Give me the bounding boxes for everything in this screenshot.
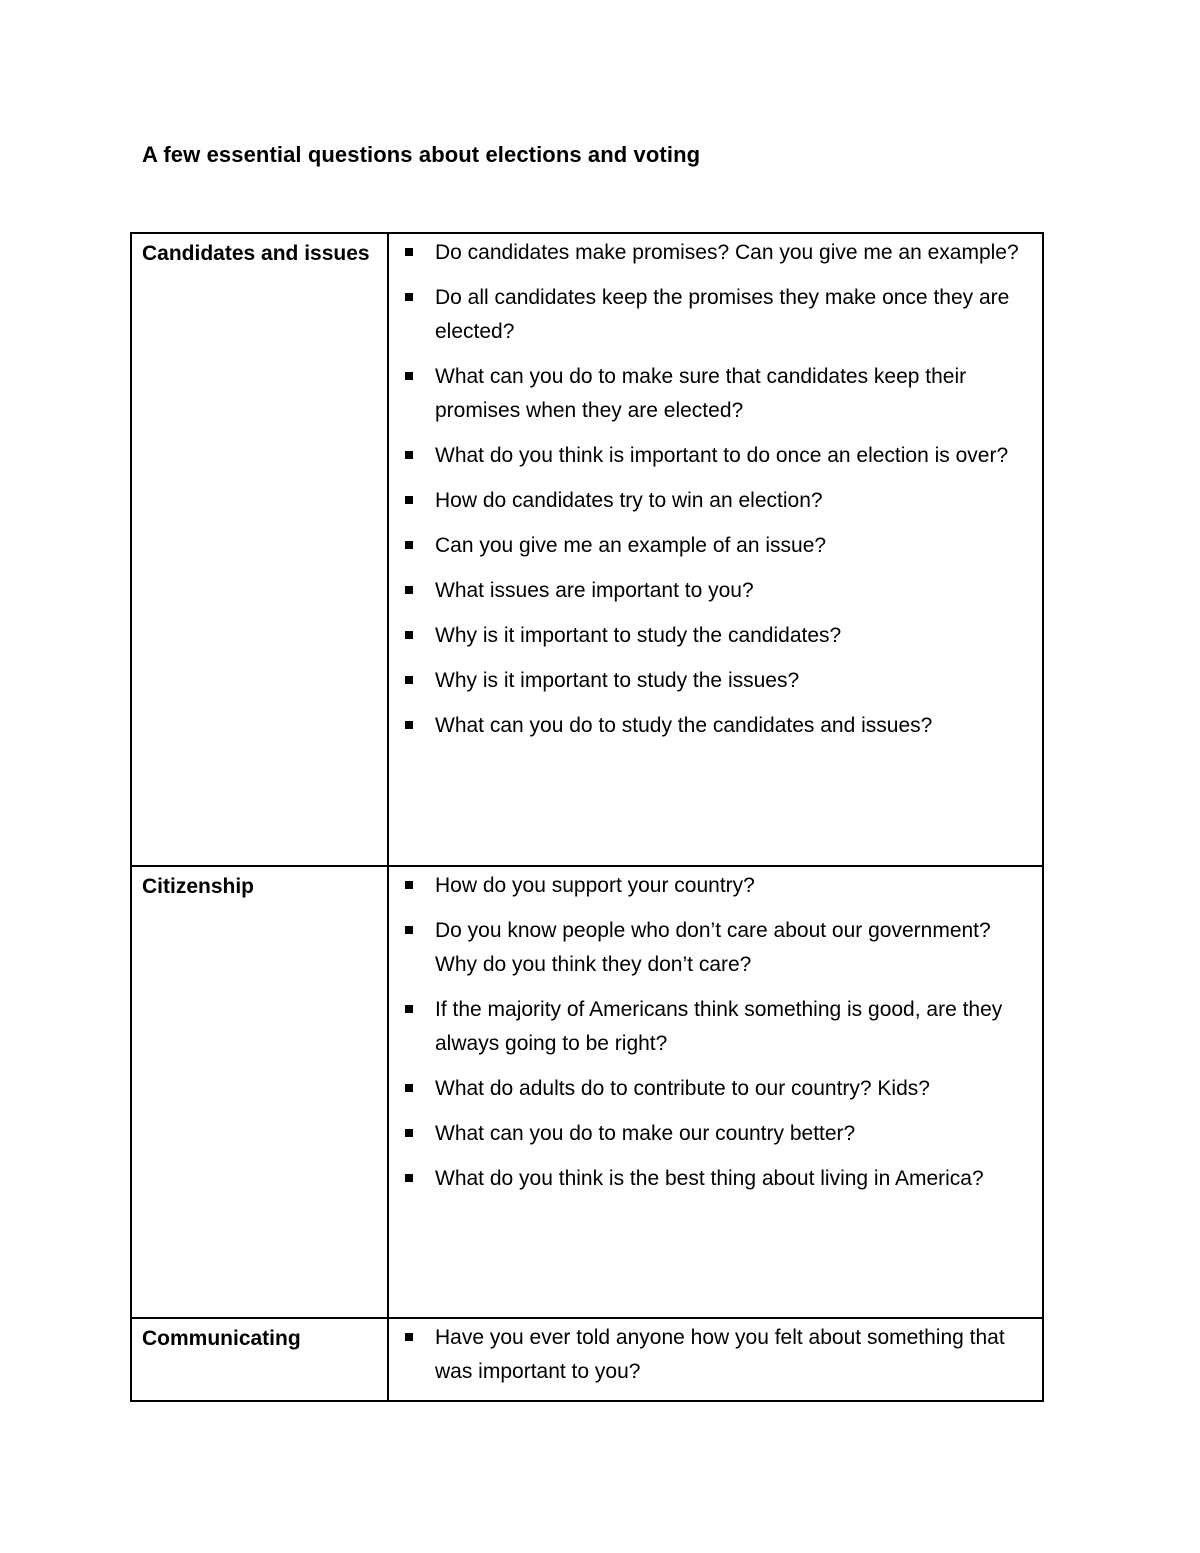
category-cell (131, 1318, 388, 1401)
question-item (402, 664, 1030, 698)
question-text: Have you ever told anyone how you felt about something that was important to you? (435, 1326, 1005, 1383)
square-bullet-icon (405, 293, 413, 301)
question-list (402, 869, 1030, 1196)
category-label: Candidates and issues (142, 242, 370, 265)
question-list (402, 1321, 1030, 1389)
square-bullet-icon (405, 541, 413, 549)
category-label: Citizenship (142, 875, 255, 898)
question-text: If the majority of Americans think something is good, are they always going to be right? (435, 998, 1003, 1055)
question-text: Can you give me an example of an issue? (435, 534, 827, 557)
question-text: How do candidates try to win an election? (435, 489, 823, 512)
square-bullet-icon (405, 1174, 413, 1182)
questions-cell (388, 1318, 1043, 1401)
square-bullet-icon (405, 1129, 413, 1137)
square-bullet-icon (405, 496, 413, 504)
question-item (402, 1072, 1030, 1106)
question-item (402, 1117, 1030, 1151)
square-bullet-icon (405, 631, 413, 639)
question-item (402, 914, 1030, 982)
square-bullet-icon (405, 1333, 413, 1341)
question-text: What can you do to make our country better? (435, 1122, 856, 1145)
questions-table (130, 232, 1044, 1402)
question-item (402, 484, 1030, 518)
category-cell (131, 866, 388, 1318)
question-item (402, 439, 1030, 473)
square-bullet-icon (405, 1005, 413, 1013)
question-text: Do you know people who don’t care about our government? Why do you think they don’t care? (435, 919, 991, 976)
square-bullet-icon (405, 1084, 413, 1092)
question-list (402, 236, 1030, 743)
question-item (402, 236, 1030, 270)
square-bullet-icon (405, 451, 413, 459)
question-item (402, 869, 1030, 903)
question-text: Do candidates make promises? Can you give me an example? (435, 241, 1019, 264)
question-text: What can you do to study the candidates and issues? (435, 714, 933, 737)
square-bullet-icon (405, 586, 413, 594)
question-item (402, 1162, 1030, 1196)
question-item (402, 993, 1030, 1061)
questions-cell (388, 233, 1043, 866)
question-text: Do all candidates keep the promises they make once they are elected? (435, 286, 1010, 343)
page-title: A few essential questions about elections and voting (142, 142, 701, 167)
square-bullet-icon (405, 926, 413, 934)
question-text: What can you do to make sure that candidates keep their promises when they are elected? (435, 365, 967, 422)
questions-cell (388, 866, 1043, 1318)
question-text: Why is it important to study the issues? (435, 669, 800, 692)
question-item (402, 1321, 1030, 1389)
square-bullet-icon (405, 676, 413, 684)
table-row-candidates (131, 233, 1043, 866)
square-bullet-icon (405, 248, 413, 256)
category-cell (131, 233, 388, 866)
question-item (402, 360, 1030, 428)
square-bullet-icon (405, 721, 413, 729)
question-text: What do adults do to contribute to our country? Kids? (435, 1077, 930, 1100)
square-bullet-icon (405, 881, 413, 889)
question-item (402, 574, 1030, 608)
category-label: Communicating (142, 1327, 301, 1350)
question-text: How do you support your country? (435, 874, 755, 897)
question-text: What issues are important to you? (435, 579, 754, 602)
table-row-communicating (131, 1318, 1043, 1401)
question-text: Why is it important to study the candidates? (435, 624, 842, 647)
square-bullet-icon (405, 372, 413, 380)
table-row-citizenship (131, 866, 1043, 1318)
question-item (402, 619, 1030, 653)
question-text: What do you think is important to do once an election is over? (435, 444, 1009, 467)
question-item (402, 709, 1030, 743)
question-text: What do you think is the best thing about living in America? (435, 1167, 984, 1190)
question-item (402, 529, 1030, 563)
question-item (402, 281, 1030, 349)
